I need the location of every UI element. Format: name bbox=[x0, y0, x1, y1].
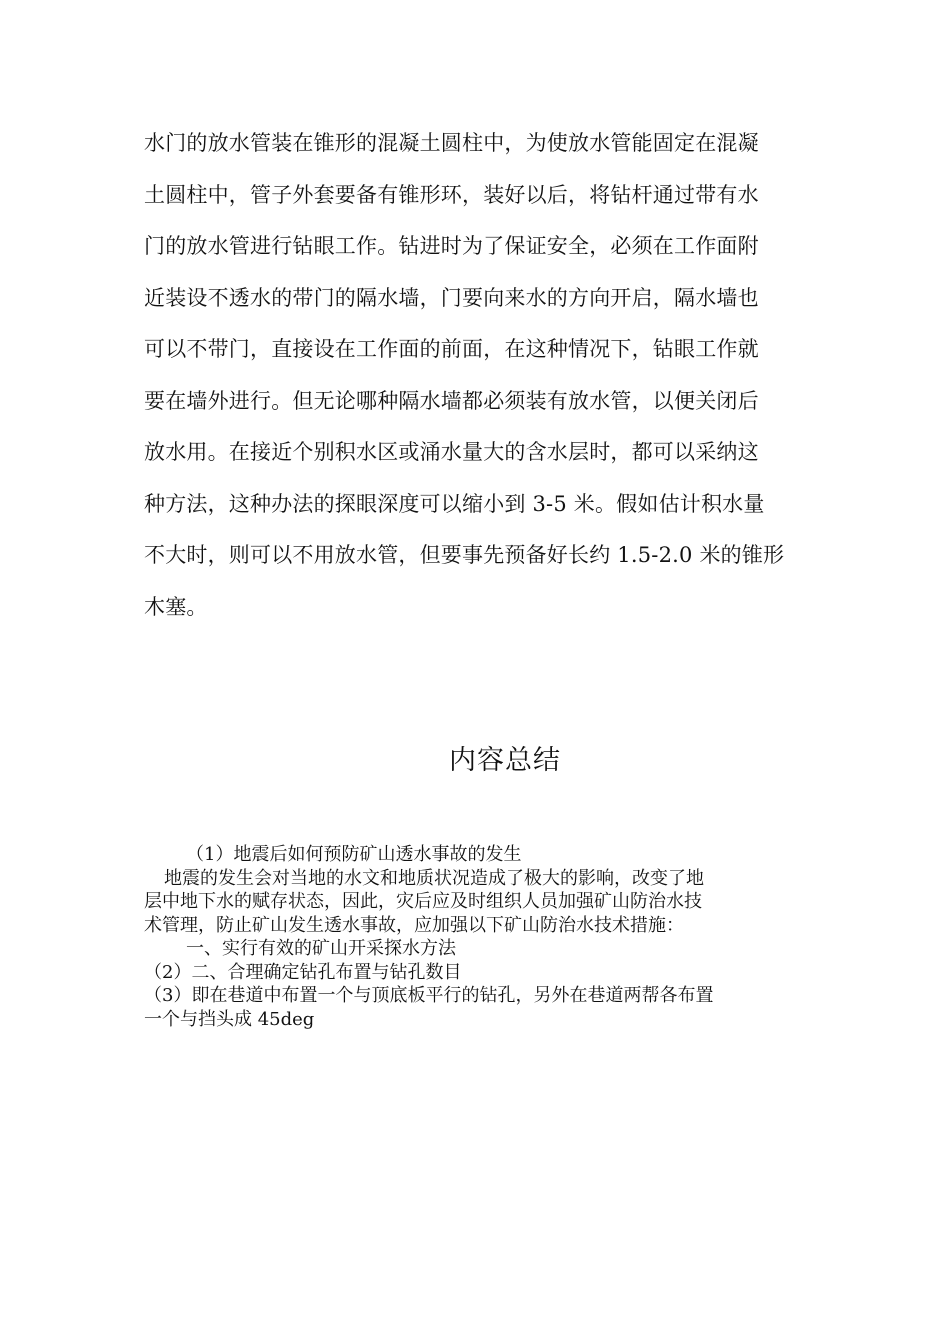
summary-item-2: （2）二、合理确定钻孔布置与钻孔数目 bbox=[144, 961, 462, 983]
body-line: 土圆柱中，管子外套要备有锥形环，装好以后，将钻杆通过带有水 bbox=[144, 182, 759, 207]
summary-heading: 内容总结 bbox=[449, 745, 561, 776]
summary-line: 一个与挡头成 45deg bbox=[144, 1008, 315, 1030]
body-line: 水门的放水管装在锥形的混凝土圆柱中，为使放水管能固定在混凝 bbox=[144, 131, 759, 155]
summary-line: 层中地下水的赋存状态，因此，灾后应及时组织人员加强矿山防治水技 bbox=[144, 891, 702, 912]
body-line: 放水用。在接近个别积水区或涌水量大的含水层时，都可以采纳这 bbox=[144, 440, 759, 464]
summary-line: 地震的发生会对当地的水文和地质状况造成了极大的影响，改变了地 bbox=[164, 867, 704, 889]
body-line: 要在墙外进行。但无论哪种隔水墙都必须装有放水管，以便关闭后 bbox=[144, 388, 759, 413]
summary-item-3: （3）即在巷道中布置一个与顶底板平行的钻孔，另外在巷道两帮各布置 bbox=[144, 985, 714, 1006]
body-line: 门的放水管进行钻眼工作。钻进时为了保证安全，必须在工作面附 bbox=[144, 234, 759, 258]
summary-subheading: 一、实行有效的矿山开采探水方法 bbox=[186, 938, 456, 959]
body-line: 不大时，则可以不用放水管，但要事先预备好长约 1.5-2.0 米的锥形 bbox=[144, 543, 785, 567]
body-line: 近装设不透水的带门的隔水墙，门要向来水的方向开启，隔水墙也 bbox=[144, 285, 759, 310]
body-line: 种方法，这种办法的探眼深度可以缩小到 3-5 米。假如估计积水量 bbox=[144, 491, 765, 516]
body-line: 可以不带门，直接设在工作面的前面，在这种情况下，钻眼工作就 bbox=[144, 337, 759, 361]
summary-line: 术管理，防止矿山发生透水事故，应加强以下矿山防治水技术措施： bbox=[144, 914, 684, 936]
body-paragraph bbox=[144, 118, 804, 633]
summary-section bbox=[144, 843, 814, 1031]
summary-item-1-heading: （1）地震后如何预防矿山透水事故的发生 bbox=[186, 844, 522, 865]
body-line: 木塞。 bbox=[144, 594, 208, 619]
